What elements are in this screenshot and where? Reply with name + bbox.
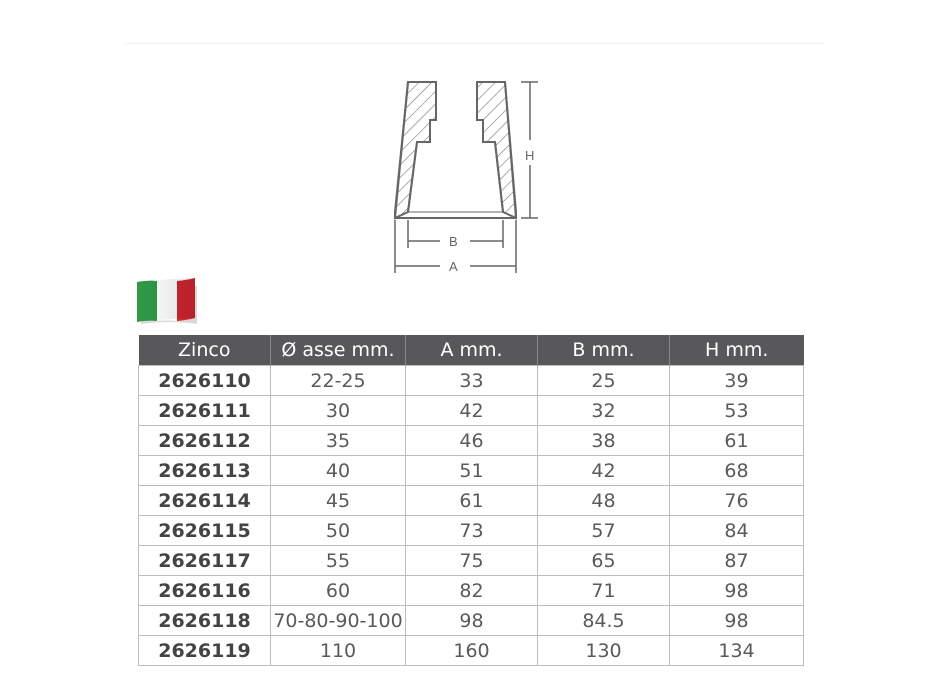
shaft-diameter: 30 <box>271 396 406 426</box>
dimension-b: 84.5 <box>538 606 670 636</box>
dimension-b: 32 <box>538 396 670 426</box>
dimension-b: 130 <box>538 636 670 666</box>
column-header: Ø asse mm. <box>271 335 406 366</box>
dimension-b: 48 <box>538 486 670 516</box>
shaft-diameter: 45 <box>271 486 406 516</box>
column-header: A mm. <box>406 335 538 366</box>
dimension-h: 76 <box>670 486 804 516</box>
shaft-diameter: 35 <box>271 426 406 456</box>
dimension-h: 61 <box>670 426 804 456</box>
table-row <box>139 636 804 666</box>
dimension-b: 25 <box>538 366 670 396</box>
italy-flag-icon <box>137 278 199 326</box>
dimension-a: 160 <box>406 636 538 666</box>
product-code: 2626115 <box>139 516 271 546</box>
dimension-h: 53 <box>670 396 804 426</box>
dimension-b: 71 <box>538 576 670 606</box>
table-row <box>139 606 804 636</box>
dimension-a: 42 <box>406 396 538 426</box>
table-row <box>139 576 804 606</box>
product-code: 2626114 <box>139 486 271 516</box>
dimension-a: 98 <box>406 606 538 636</box>
table-row <box>139 456 804 486</box>
column-header: Zinco <box>139 335 271 366</box>
dimension-h: 98 <box>670 606 804 636</box>
column-header: H mm. <box>670 335 804 366</box>
dimension-h: 134 <box>670 636 804 666</box>
table-row <box>139 426 804 456</box>
dimension-a: 75 <box>406 546 538 576</box>
product-code: 2626113 <box>139 456 271 486</box>
table-row <box>139 396 804 426</box>
dimension-h-label: H <box>525 148 535 163</box>
table-row <box>139 546 804 576</box>
shaft-diameter: 55 <box>271 546 406 576</box>
dimension-h: 98 <box>670 576 804 606</box>
shaft-diameter: 40 <box>271 456 406 486</box>
shaft-diameter: 22-25 <box>271 366 406 396</box>
shaft-diameter: 70-80-90-100 <box>271 606 406 636</box>
dimension-a-label: A <box>449 259 458 274</box>
dimension-b: 57 <box>538 516 670 546</box>
product-code: 2626117 <box>139 546 271 576</box>
dimension-h: 87 <box>670 546 804 576</box>
product-code: 2626116 <box>139 576 271 606</box>
dimension-b-label: B <box>449 234 458 249</box>
dimension-a: 82 <box>406 576 538 606</box>
dimension-h: 68 <box>670 456 804 486</box>
specification-table <box>138 335 804 666</box>
dimension-b: 42 <box>538 456 670 486</box>
top-divider <box>125 43 825 44</box>
product-code: 2626111 <box>139 396 271 426</box>
anode-cross-section-diagram <box>380 70 560 280</box>
table-row <box>139 516 804 546</box>
product-code: 2626118 <box>139 606 271 636</box>
dimension-h: 39 <box>670 366 804 396</box>
dimension-b: 65 <box>538 546 670 576</box>
dimension-a: 51 <box>406 456 538 486</box>
shaft-diameter: 50 <box>271 516 406 546</box>
table-header-row <box>139 335 804 366</box>
dimension-a: 61 <box>406 486 538 516</box>
column-header: B mm. <box>538 335 670 366</box>
product-code: 2626110 <box>139 366 271 396</box>
dimension-a: 33 <box>406 366 538 396</box>
product-code: 2626112 <box>139 426 271 456</box>
shaft-diameter: 110 <box>271 636 406 666</box>
table-row <box>139 486 804 516</box>
shaft-diameter: 60 <box>271 576 406 606</box>
table-row <box>139 366 804 396</box>
dimension-a: 46 <box>406 426 538 456</box>
dimension-a: 73 <box>406 516 538 546</box>
product-code: 2626119 <box>139 636 271 666</box>
dimension-h: 84 <box>670 516 804 546</box>
dimension-b: 38 <box>538 426 670 456</box>
